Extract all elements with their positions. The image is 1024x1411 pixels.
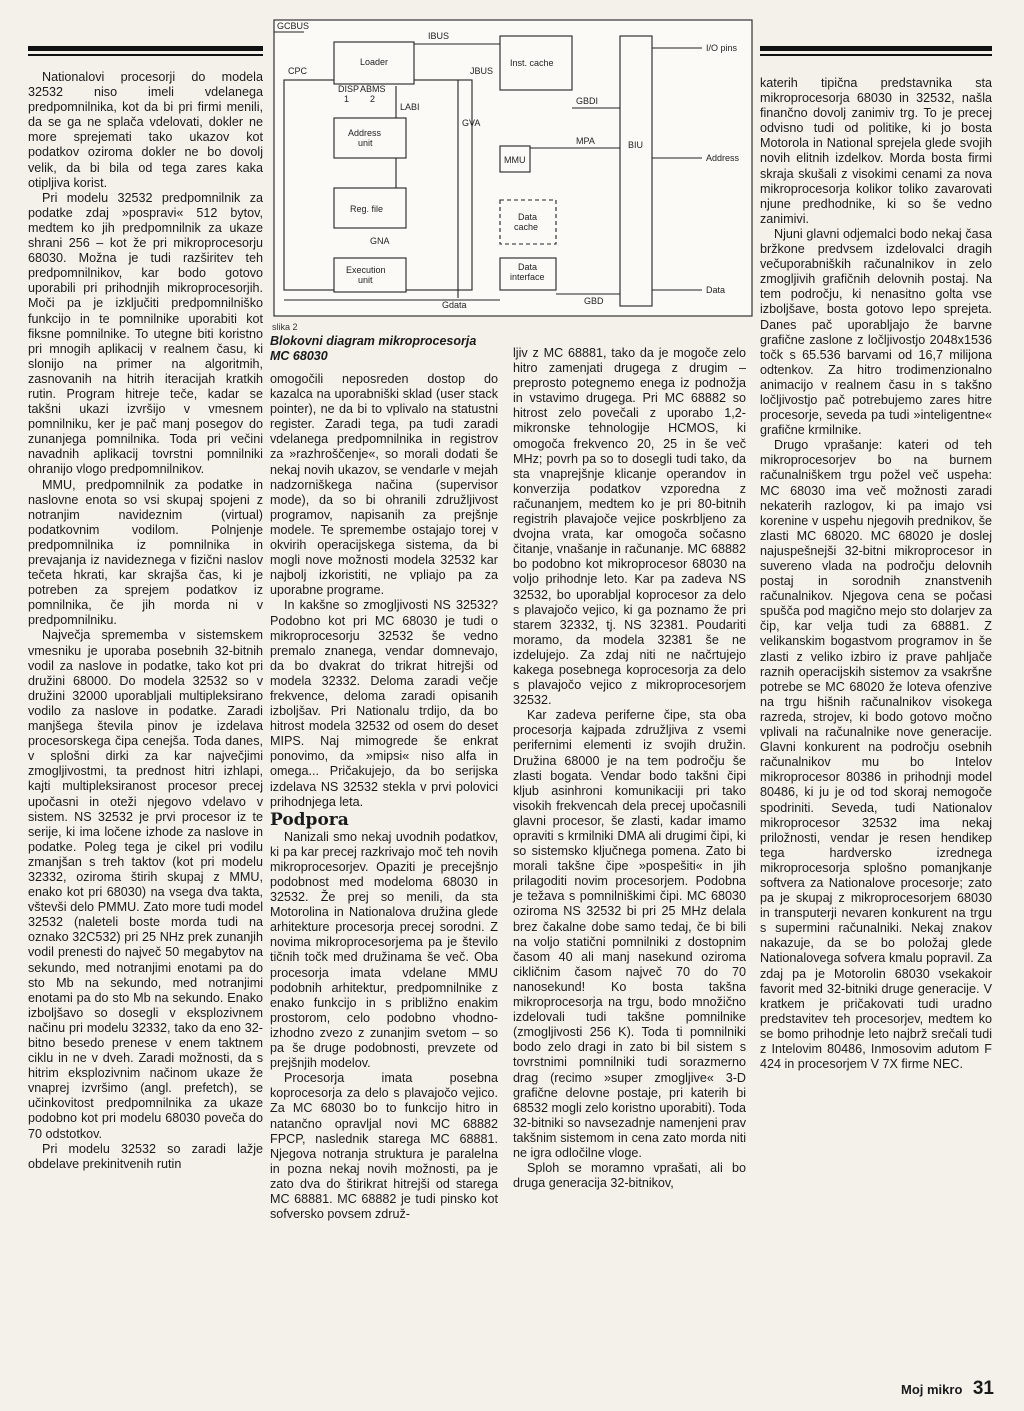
- paragraph: ljiv z MC 68881, tako da je mogoče zelo hitro zamenjati drugega z drugim – preprosto potegnemo enega iz podnožja in vstavimo drugega. Pri MC 68882 so hitrost zelo povečali z uporabo 1,2-mikronske tehnologije HCMOS, ki omogoča frekvenco 20, 25 in še več MHz; povrh pa so to dosegli tudi tako, da sta vnaprejšnje klicanje operandov in konverzija podatkov vzporedna z računanjem, medtem ko je pri 80-bitnih registrih plavajoče vejice poskrbljeno za dvojna vrata, kar omogoča sočasno čitanje, vnašanje in računanje. MC 68882 bo podobno kot mikroprocesor 68030 na voljo prihodnje leto. Kar pa zadeva NS 32532, bo uporabljal koprocesor za delo s plavajočo vejico, ki ga poznamo že pri starem 32332, tj. NS 32381. Poudariti moramo, da modela 32381 še ne izdelujejo. Za zdaj niti ne načrtujejo kakega posebnega koprocesorja za delo s plavajočo vejico z mikroprocesorjem 32532.: [513, 346, 746, 708]
- biu-box: [620, 36, 652, 306]
- label-gbdi: GBDI: [576, 96, 599, 106]
- label-cpc: CPC: [288, 66, 308, 76]
- label-data-cache: Data: [518, 212, 538, 222]
- label-ibus: IBUS: [428, 31, 450, 41]
- page-footer: [901, 1378, 994, 1400]
- paragraph: Pri modelu 32532 predpomnilnik za podatke zdaj »pospravi« 512 bytov, medtem ko jih predpomnilnik za ukaze shrani 256 – kot že pri mikroprocesorju 68030. Možna je tudi razširitev teh predpomnilnikov, kar bodo gotovo uporabili pri prihodnjih mikroprocesorjih. Moči pa je izključiti predpomnilniško funkcijo in te pomnilnike uporabiti kot fiksne pomnilnike. To utegne biti koristno pri mnogih aplikacij v realnem času, ki slonijo na primer na algoritmih, zasnovanih na hitrih iteracijah kratkih rutin. Program hitreje teče, kadar se takšni ukazi izvršijo v vmesnem pomnilniku, ker je pač manj posegov do zunanjega pomnilnika. Toda pri večini navadnih aplikacij tovrstni pomnilniki ohranijo vlogo predpomnilnikov.: [28, 190, 263, 477]
- label-execution-unit: Execution: [346, 265, 386, 275]
- label-jbus: JBUS: [470, 66, 494, 76]
- paragraph: Nanizali smo nekaj uvodnih podatkov, ki pa kar precej razkrivajo moč teh novih mikroprocesorjev. Opaziti je precejšnjo podobnost med modeloma 68030 in 32532. Že prej so menili, da sta Motorolina in Nationalova družina glede arhitekture procesorja precej sorodni. Z novima mikroprocesorjema pa je število tičnih točk med družinama še več. Oba procesorja imata vdelane MMU podobnih arhitektur, predpomnilnike z enako funkcijo in s približno enakim prostorom, celo podobno vhodno-izhodno zvezo z zunanjim svetom – so pa še druge podobnosti, prevzete od prejšnjih modelov.: [270, 829, 498, 1071]
- label-abms: ABMS: [360, 84, 386, 94]
- label-gva: GVA: [462, 118, 481, 128]
- paragraph: Sploh se moramno vprašati, ali bo druga generacija 32-bitnikov,: [513, 1161, 746, 1191]
- label-data-cache-2: cache: [514, 222, 539, 232]
- label-execution-unit-2: unit: [358, 275, 373, 285]
- paragraph: Drugo vprašanje: kateri od teh mikroprocesorjev bo na burnem računalniškem trgu požel več uspeha: MC 68030 ima več možnosti zaradi nekaterih razlogov, ki pa imajo vsi korenine v uspehu njegovih prednikov, še zlasti MC 68020. MC 68020 je doslej najuspešnejši 32-bitni mikroprocesor in suvereno vlada na področju delovnih postaj in sorodnih znanstvenih računalnikov. Njegova cena se počasi spušča pod magično mejo sto dolarjev za čip, kar velja tudi za 68881. Z velikanskim bogastvom programov in še zlasti z veliko izbiro iz prave pahljače raznih operacijskih sistemov za vsakršne potrebe se MC 68020 že loteva ofenzive na trgu hišnih računalnikov visokega razreda, strojev, ki bodo gotovo močno vplivali na računalnike nove generacije. Glavni konkurent na področju osebnih računalnikov mu bo Intelov mikroprocesor 80386 in prihodnji model 80486, ki ju je od tod skoraj nemogoče spodriniti. Seveda, tudi Nationalov mikroprocesor 32532 ima nekaj priložnosti, vendar je resen hendikep tega hardversko izrednega mikroprocesorja splošno pomanjkanje softvera za Nationalove procesorje; zato pa je skupaj z mikroprocesorjem 68030 in transputerji nevaren konkurent na trgu s supermini računalniki. Nekaj znakov nakazuje, da se bo položaj glede Nationalovega sofvera kmalu popravil. Za zdaj pa je Motorolin 68030 vsekakoir favorit med 32-bitniki druge generacije. V kratkem je pričakovati tudi uradno predstavitev teh procesorjev, medtem ko se bomo prihodnje leto najbrž srečali tudi z Intelovim 80486, Inmosovim adutom F 424 in procesorjem V 7X firme NEC.: [760, 438, 992, 1072]
- top-rule-right: [760, 46, 992, 51]
- label-labi: LABI: [400, 102, 420, 112]
- label-gbd: GBD: [584, 296, 604, 306]
- paragraph: Nationalovi procesorji do modela 32532 niso imeli vdelanega predpomnilnika, kot da bi pri firmi menili, da se ga ne splača vdelovati, dokler ne more sprejemati tako ukazov kot podatkov oziroma dokler ne bo dovolj velik, da bi bila od tega zares kaka otipljiva korist.: [28, 70, 263, 190]
- top-rule-left: [28, 46, 263, 51]
- top-rule-left-thin: [28, 54, 263, 56]
- label-address-unit-2: unit: [358, 138, 373, 148]
- label-inst-cache: Inst. cache: [510, 58, 554, 68]
- paragraph: Procesorja imata posebna koprocesorja za delo s plavajočo vejico. Za MC 68030 bo to funkcijo hitro in natančno opravljal novi MC 68882 FPCP, naslednik starega MC 68881. Njegova notranja struktura je paralelna in pozna nekaj novih možnosti, pa je zato dva do štirikrat hitrejši od starega MC 68881. MC 68882 je tudi pinsko kot sofversko povsem združ-: [270, 1071, 498, 1222]
- label-gdata: Gdata: [442, 300, 467, 310]
- page-number: 31: [972, 1378, 994, 1399]
- label-address: Address: [706, 153, 740, 163]
- column-4: [760, 76, 992, 1072]
- paragraph: Kar zadeva periferne čipe, sta oba procesorja kajpada združljiva z vsemi perifernimi elementi iz svojih družin. Družina 68000 je na tem področju še zlasti bogata. Vendar bodo takšni čipi kljub asinhroni komunikaciji pri tako visokih frekvencah dela precej upočasnili glavni procesor, še zlasti, kadar imamo opraviti s krmilniki DMA ali drugimi čipi, ki so sistemsko ključnega pomena. Zato bi morali takšne čipe »pospešiti« in jih prilagoditi novim procesorjem. Podobna je težava s pomnilniškimi čipi. MC 68030 oziroma NS 32532 bi pri 25 MHz delala brez čakalne dobe samo tedaj, če bi bili na voljo statični pomnilniki z dostopnim časom 40 ali manj nasekund oziroma cikličnim časom največ 70 do 70 nanosekund! Ko bosta takšna mikroprocesorja na trgu, bodo množično izdelovali tudi takšne pomnilnike (zmogljivosti 256 K). Toda ti pomnilniki bodo zelo dragi in zato bi bil sistem s tovrstnimi pomnilniki tudi sorazmerno drag (recimo »super zmogljive« 3-D grafične delovne postaje, pri katerih bi 68532 mogli zelo koristno uporabiti). Toda 32-bitniki so navsezadnje namenjeni prav takšnim sistemom in cena zato morda niti ne igra odločilne vloge.: [513, 708, 746, 1160]
- label-two: 2: [370, 94, 376, 104]
- paragraph: Pri modelu 32532 so zaradi lažje obdelave prekinitvenih rutin: [28, 1141, 263, 1171]
- label-mpa: MPA: [576, 136, 595, 146]
- top-rule-right-thin: [760, 54, 992, 56]
- paragraph: Njuni glavni odjemalci bodo nekaj časa bržkone predvsem izdelovalci dragih večuporabniških računalnikov in zelo zmogljivih grafičnih delovnih postaj. Na tem področju, ki nenasitno golta vse izboljšave, bosta gotovo lepo sprejeta. Danes pač uporabljajo že barvne grafične zaslone z ločljivostjo 2048x1536 točk s 65.536 barvami od 16,7 milijona odtenkov. Za hitro trodimenzionalno animacijo v realnem času in s takšno ločljivostjo pač potrebujemo zares hitre procesorje, seveda pa tudi »inteligentne« grafične krmilnike.: [760, 226, 992, 438]
- label-gcbus: GCBUS: [277, 21, 310, 31]
- section-heading: Podpora: [270, 809, 349, 830]
- block-diagram: [272, 18, 754, 318]
- figure-caption: Blokovni diagram mikroprocesorja MC 68030: [270, 334, 477, 363]
- magazine-name: Moj mikro: [901, 1382, 963, 1397]
- paragraph: Največja sprememba v sistemskem vmesniku je uporaba posebnih 32-bitnih vodil za naslove in podatke, tako kot pri družini 68000. Do modela 32532 so v družini 32000 uporabljali multipleksirano vodilo za naslove in podatke. Zaradi manjšega števila pinov je izdelava procesorskega čipa cenejša. Toda danes, v splošni dirki za kar največjimi zmogljivostmi, ta prednost hitri izhlapi, kajti multipleksiranost procesor precej upočasni in oteži njegovo vdelavo v sistem. NS 32532 je prvi procesor iz te serije, ki ima ločene izhode za naslove in podatke. Poleg tega je cikel pri vodilu zmanjšan s treh taktov (kot pri modelu 32332, oziroma štirih skupaj z MMU, enako kot pri 68030) na vsega dva takta, vštevši delo PMMU. Zato more tudi model 32532 (naleteli boste morda tudi na oznako 32C532) pri 25 NHz prek zunanjih vodil prenesti do največ 50 megabytov na sekundo, med notranjimi enotami pa do sto Mb na sekundo, med notranjimi enotami pa do sto Mb na sekundo. Enako izboljšavo so dosegli v eksplozivnem načinu pri modelu 32332, tako da eno 32-bitno besedo prenese v enem taktnem ciklu in ne v dveh. Zaradi možnosti, da s hitrim eksplozivnim načinom ukaze že vnaprej izvršimo (angl. prefetch), se učinkovitost predpomnilnika za ukaze podobno kot pri modelu 68030 poveča do 70 odstotkov.: [28, 628, 263, 1141]
- column-1: [28, 70, 263, 1172]
- label-data: Data: [706, 285, 726, 295]
- paragraph: katerih tipična predstavnika sta mikroprocesorja 68030 in 32532, našla finančno dovolj zanimiv trg. To je precej odvisno tudi od politike, ki jo bosta Motorola in National sprejela glede svojih novih elitnih izdelkov. Morda bosta firmi skraja skušali z visokimi cenami za nova mikroprocesorja kolikor toliko zavarovati njune predhodnike, ki so še vedno zanimivi.: [760, 76, 992, 226]
- label-gna: GNA: [370, 236, 390, 246]
- label-io-pins: I/O pins: [706, 43, 738, 53]
- label-mmu: MMU: [504, 155, 526, 165]
- figure-label: slika 2: [272, 322, 298, 332]
- label-biu: BIU: [628, 140, 644, 150]
- column-2: [270, 372, 498, 1222]
- label-data-interface-2: interface: [510, 272, 545, 282]
- label-reg-file: Reg. file: [350, 204, 384, 214]
- paragraph: omogočili neposreden dostop do kazalca na uporabniški sklad (user stack pointer), ne da bi to vplivalo na statustni register. Zaradi tega, pa tudi zaradi vdelanega predpomnilnika in registrov za »razhroščenje«, so morali dodati še nekaj novih ukazov, se vendarle v mejah nadzorniškega načina (supervisor mode), da so bi ohranili združljivost programov, napisanih za prejšnje modele. Te spremembe ostajajo torej v okvirih operacijskega sistema, da bi mogli nove možnosti modela 32532 kar najbolj izkoristiti, ne vpliajo pa za uporabne programe.: [270, 372, 498, 598]
- label-address-unit: Address: [348, 128, 382, 138]
- label-one: 1: [344, 94, 350, 104]
- label-loader: Loader: [360, 57, 389, 67]
- label-disp: DISP: [338, 84, 360, 94]
- column-3: [513, 346, 746, 1191]
- paragraph: MMU, predpomnilnik za podatke in naslovne enota so vsi skupaj spojeni z notranjim navideznim (virtual) podatkovnim vodilom. Polnjenje predpomnilnika iz pomnilnika in prevajanja iz navideznega v fizični naslov tečeta hkrati, kar skrajša čas, ki je potreben za sprejem podatkov iz pomnilnika, če jih morda ni v predpomnilniku.: [28, 477, 263, 628]
- paragraph: In kakšne so zmogljivosti NS 32532? Podobno kot pri MC 68030 je tudi o mikroprocesorju 32532 še vedno premalo znanega, vendar domnevajo, da bo dvakrat do trikrat hitrejši od modela 32332. Deloma zaradi večje frekvence, deloma zaradi opisanih izboljšav. Pri Nationalu trdijo, da bo hitrost modela 32532 od osem do deset MIPS. Naj mimogrede še enkrat ponovimo, da »mipsi« niso alfa in omega... Pričakujejo, da bo serijska izdelava NS 32532 stekla v prvi polovici prihodnjega leta.: [270, 598, 498, 809]
- label-data-interface: Data: [518, 262, 538, 272]
